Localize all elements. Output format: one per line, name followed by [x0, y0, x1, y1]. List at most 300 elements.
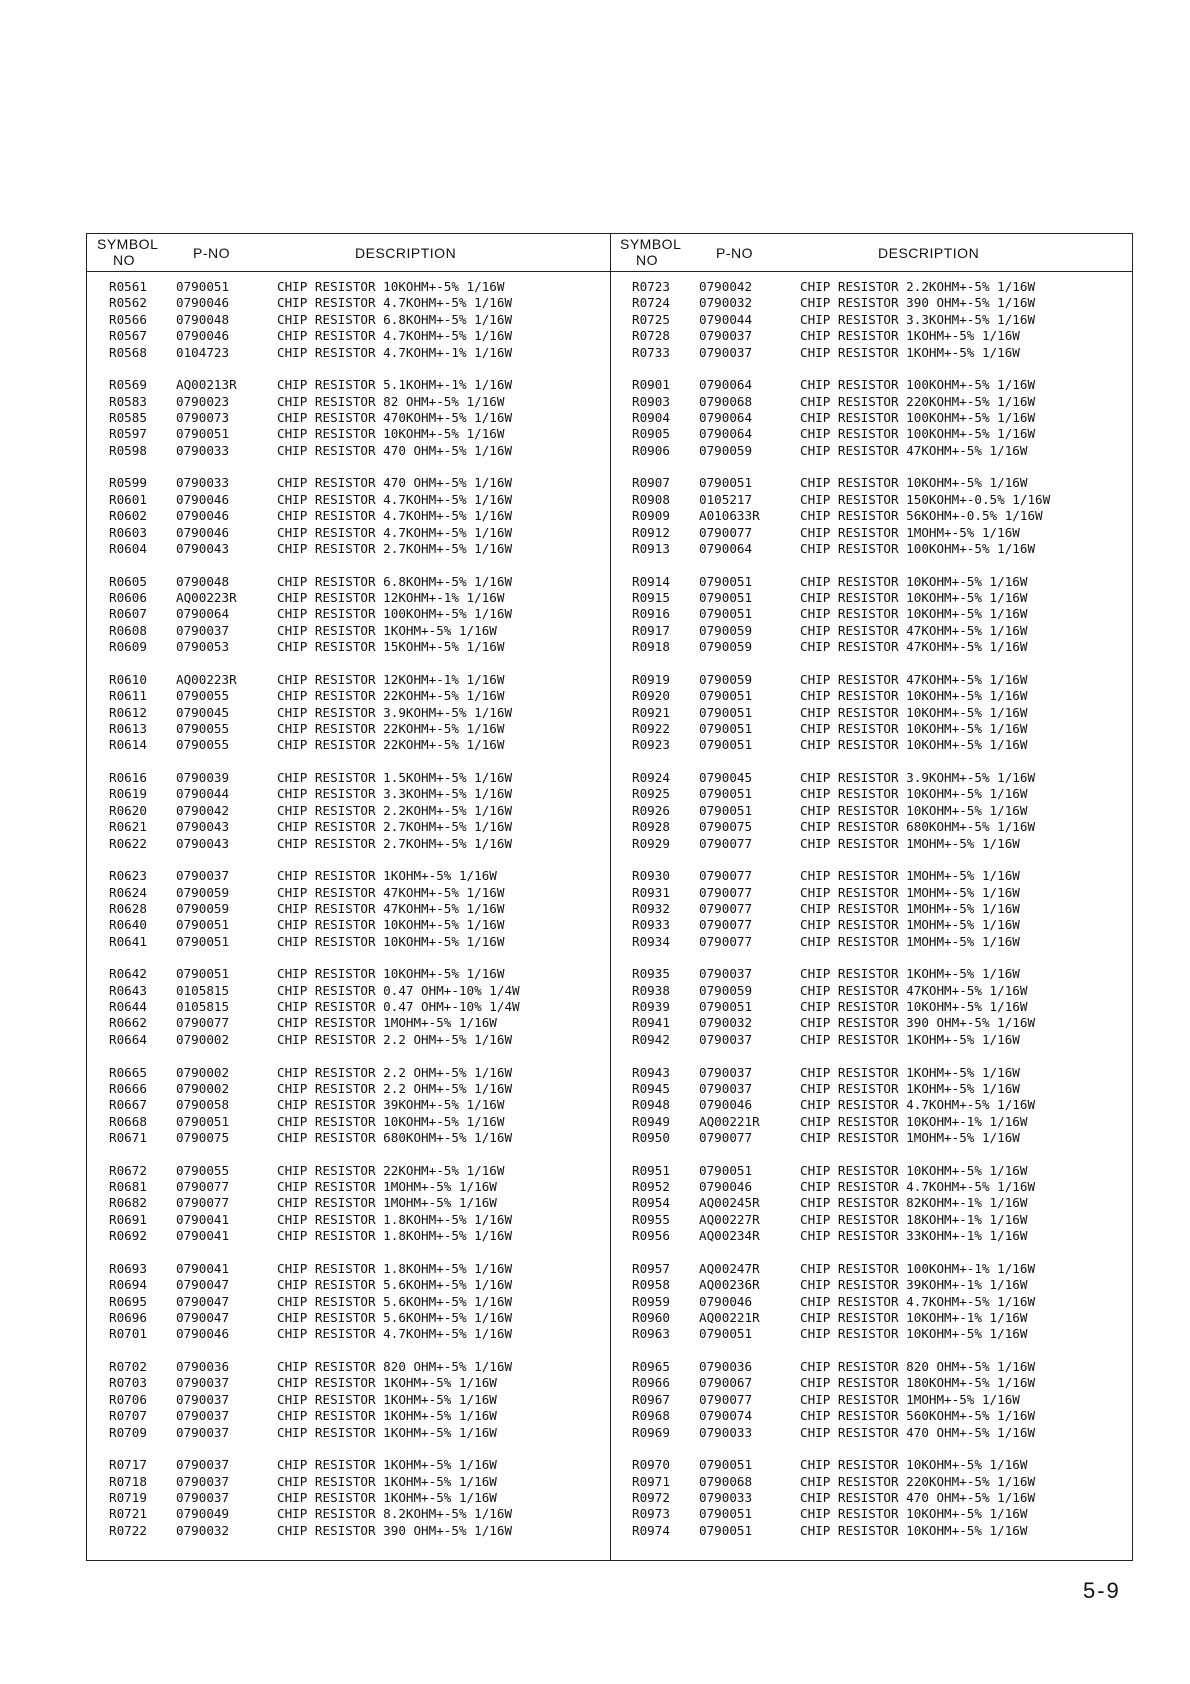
- description-cell: CHIP RESISTOR 100KOHM+-1% 1/16W: [800, 1260, 1036, 1276]
- description-cell: CHIP RESISTOR 2.2KOHM+-5% 1/16W: [800, 279, 1036, 294]
- row-group: [87, 475, 610, 573]
- row-group: [87, 966, 610, 1064]
- table-row: [87, 868, 610, 884]
- description-cell: CHIP RESISTOR 1KOHM+-5% 1/16W: [800, 966, 1020, 982]
- description-cell: CHIP RESISTOR 10KOHM+-5% 1/16W: [800, 606, 1028, 622]
- description-cell: CHIP RESISTOR 180KOHM+-5% 1/16W: [800, 1375, 1036, 1391]
- part-number-cell: 0790037: [699, 966, 753, 982]
- description-cell: CHIP RESISTOR 1.8KOHM+-5% 1/16W: [277, 1228, 513, 1244]
- symbol-cell: R0665: [109, 1064, 147, 1080]
- part-number-cell: AQ00236R: [699, 1277, 760, 1293]
- symbol-cell: R0719: [109, 1490, 147, 1506]
- symbol-cell: R0623: [109, 868, 147, 884]
- description-cell: CHIP RESISTOR 220KOHM+-5% 1/16W: [800, 393, 1036, 409]
- description-cell: CHIP RESISTOR 1KOHM+-5% 1/16W: [277, 1424, 497, 1440]
- part-number-cell: 0790037: [176, 1408, 230, 1424]
- part-number-cell: 0790036: [176, 1359, 230, 1375]
- table-row: [87, 999, 610, 1015]
- part-number-cell: AQ00221R: [699, 1113, 760, 1129]
- table-row: [87, 1294, 610, 1310]
- symbol-cell: R0939: [632, 999, 670, 1015]
- table-row: [87, 1114, 610, 1130]
- part-number-cell: 0790033: [176, 442, 230, 458]
- description-cell: CHIP RESISTOR 10KOHM+-5% 1/16W: [800, 1326, 1028, 1342]
- table-row: [87, 475, 610, 491]
- description-cell: CHIP RESISTOR 47KOHM+-5% 1/16W: [800, 622, 1028, 638]
- row-group: [87, 672, 610, 770]
- description-cell: CHIP RESISTOR 47KOHM+-5% 1/16W: [277, 900, 505, 916]
- symbol-cell: R0942: [632, 1031, 670, 1047]
- description-cell: CHIP RESISTOR 22KOHM+-5% 1/16W: [277, 720, 505, 736]
- part-number-cell: 0790051: [176, 279, 230, 294]
- table-row: [610, 737, 1133, 753]
- part-number-cell: AQ00213R: [176, 377, 237, 393]
- symbol-cell: R0606: [109, 589, 147, 605]
- part-number-cell: 0790041: [176, 1211, 230, 1227]
- table-row: [610, 1490, 1133, 1506]
- table-row: [610, 1359, 1133, 1375]
- row-group: [610, 966, 1133, 1064]
- symbol-cell: R0667: [109, 1097, 147, 1113]
- part-number-cell: 0790077: [699, 900, 753, 916]
- description-cell: CHIP RESISTOR 12KOHM+-1% 1/16W: [277, 589, 505, 605]
- symbol-cell: R0583: [109, 393, 147, 409]
- header-symbol-no: SYMBOL NO: [620, 236, 682, 268]
- description-cell: CHIP RESISTOR 10KOHM+-5% 1/16W: [277, 1113, 505, 1129]
- table-row: [87, 1326, 610, 1342]
- part-number-cell: 0790046: [176, 491, 230, 507]
- part-number-cell: 0790033: [699, 1490, 753, 1506]
- part-number-cell: 0790077: [699, 884, 753, 900]
- symbol-cell: R0601: [109, 491, 147, 507]
- symbol-cell: R0931: [632, 884, 670, 900]
- table-row: [610, 1425, 1133, 1441]
- table-row: [610, 705, 1133, 721]
- description-cell: CHIP RESISTOR 1MOHM+-5% 1/16W: [800, 1391, 1020, 1407]
- parts-list-table: [86, 233, 1133, 1561]
- description-cell: CHIP RESISTOR 820 OHM+-5% 1/16W: [800, 1359, 1036, 1375]
- part-number-cell: 0790051: [699, 1457, 753, 1473]
- table-row: [610, 672, 1133, 688]
- symbol-cell: R0668: [109, 1113, 147, 1129]
- part-number-cell: 0790058: [176, 1097, 230, 1113]
- table-row: [87, 1457, 610, 1473]
- table-row: [87, 1195, 610, 1211]
- symbol-cell: R0608: [109, 622, 147, 638]
- part-number-cell: 0790051: [699, 1522, 753, 1538]
- symbol-cell: R0640: [109, 917, 147, 933]
- part-number-cell: 0790047: [176, 1277, 230, 1293]
- table-row: [610, 426, 1133, 442]
- right-row-groups: [610, 279, 1133, 1555]
- row-group: [610, 1065, 1133, 1163]
- symbol-cell: R0917: [632, 622, 670, 638]
- symbol-cell: R0959: [632, 1293, 670, 1309]
- description-cell: CHIP RESISTOR 1KOHM+-5% 1/16W: [277, 1375, 497, 1391]
- symbol-cell: R0909: [632, 508, 670, 524]
- table-row: [87, 737, 610, 753]
- part-number-cell: 0790046: [699, 1179, 753, 1195]
- table-row: [87, 786, 610, 802]
- symbol-cell: R0933: [632, 917, 670, 933]
- symbol-cell: R0566: [109, 311, 147, 327]
- table-row: [610, 1130, 1133, 1146]
- description-cell: CHIP RESISTOR 560KOHM+-5% 1/16W: [800, 1408, 1036, 1424]
- symbol-cell: R0721: [109, 1506, 147, 1522]
- part-number-cell: 0790046: [176, 328, 230, 344]
- symbol-cell: R0569: [109, 377, 147, 393]
- row-group: [610, 868, 1133, 966]
- symbol-cell: R0913: [632, 540, 670, 556]
- table-row: [87, 574, 610, 590]
- part-number-cell: 0790037: [699, 1080, 753, 1096]
- part-number-cell: 0790051: [176, 933, 230, 949]
- description-cell: CHIP RESISTOR 4.7KOHM+-5% 1/16W: [277, 508, 513, 524]
- description-cell: CHIP RESISTOR 100KOHM+-5% 1/16W: [800, 377, 1036, 393]
- description-cell: CHIP RESISTOR 10KOHM+-5% 1/16W: [800, 1522, 1028, 1538]
- row-group: [87, 279, 610, 377]
- description-cell: CHIP RESISTOR 47KOHM+-5% 1/16W: [277, 884, 505, 900]
- header-p-no: P-NO: [716, 245, 753, 261]
- table-row: [87, 836, 610, 852]
- table-row: [610, 328, 1133, 344]
- table-row: [610, 1179, 1133, 1195]
- symbol-cell: R0604: [109, 540, 147, 556]
- table-row: [87, 1490, 610, 1506]
- table-row: [610, 1212, 1133, 1228]
- symbol-cell: R0642: [109, 966, 147, 982]
- table-row: [87, 1277, 610, 1293]
- description-cell: CHIP RESISTOR 3.9KOHM+-5% 1/16W: [800, 769, 1036, 785]
- table-row: [610, 475, 1133, 491]
- symbol-cell: R0692: [109, 1228, 147, 1244]
- symbol-cell: R0598: [109, 442, 147, 458]
- symbol-cell: R0612: [109, 704, 147, 720]
- description-cell: CHIP RESISTOR 100KOHM+-5% 1/16W: [277, 606, 513, 622]
- part-number-cell: 0790048: [176, 311, 230, 327]
- description-cell: CHIP RESISTOR 1MOHM+-5% 1/16W: [277, 1195, 497, 1211]
- part-number-cell: 0790037: [699, 1064, 753, 1080]
- symbol-cell: R0915: [632, 589, 670, 605]
- part-number-cell: 0790077: [699, 933, 753, 949]
- part-number-cell: 0790059: [699, 442, 753, 458]
- part-number-cell: AQ00227R: [699, 1211, 760, 1227]
- table-row: [87, 966, 610, 982]
- symbol-cell: R0922: [632, 720, 670, 736]
- symbol-cell: R0703: [109, 1375, 147, 1391]
- description-cell: CHIP RESISTOR 1MOHM+-5% 1/16W: [800, 933, 1020, 949]
- table-row: [87, 1097, 610, 1113]
- part-number-cell: A010633R: [699, 508, 760, 524]
- table-row: [610, 1065, 1133, 1081]
- part-number-cell: 0105815: [176, 999, 230, 1015]
- part-number-cell: 0790037: [699, 328, 753, 344]
- symbol-cell: R0681: [109, 1179, 147, 1195]
- part-number-cell: 0790059: [699, 671, 753, 687]
- table-row: [87, 426, 610, 442]
- table-row: [87, 688, 610, 704]
- description-cell: CHIP RESISTOR 1KOHM+-5% 1/16W: [277, 1391, 497, 1407]
- description-cell: CHIP RESISTOR 470 OHM+-5% 1/16W: [277, 442, 513, 458]
- symbol-cell: R0567: [109, 328, 147, 344]
- symbol-cell: R0610: [109, 671, 147, 687]
- table-row: [610, 1408, 1133, 1424]
- table-row: [610, 999, 1133, 1015]
- part-number-cell: 0790042: [176, 802, 230, 818]
- table-row: [610, 688, 1133, 704]
- symbol-cell: R0671: [109, 1130, 147, 1146]
- description-cell: CHIP RESISTOR 6.8KOHM+-5% 1/16W: [277, 311, 513, 327]
- symbol-cell: R0903: [632, 393, 670, 409]
- row-group: [87, 1163, 610, 1261]
- symbol-cell: R0562: [109, 295, 147, 311]
- part-number-cell: 0790048: [176, 573, 230, 589]
- table-row: [87, 328, 610, 344]
- description-cell: CHIP RESISTOR 390 OHM+-5% 1/16W: [800, 295, 1036, 311]
- description-cell: CHIP RESISTOR 1MOHM+-5% 1/16W: [800, 900, 1020, 916]
- part-number-cell: 0790032: [176, 1522, 230, 1538]
- table-row: [610, 443, 1133, 459]
- table-row: [87, 1212, 610, 1228]
- symbol-cell: R0919: [632, 671, 670, 687]
- table-row: [610, 492, 1133, 508]
- part-number-cell: 0790064: [699, 426, 753, 442]
- part-number-cell: 0104723: [176, 344, 230, 360]
- part-number-cell: 0790046: [176, 1326, 230, 1342]
- table-row: [610, 983, 1133, 999]
- table-row: [87, 1359, 610, 1375]
- part-number-cell: 0790046: [176, 524, 230, 540]
- description-cell: CHIP RESISTOR 4.7KOHM+-5% 1/16W: [277, 1326, 513, 1342]
- symbol-cell: R0935: [632, 966, 670, 982]
- part-number-cell: 0790023: [176, 393, 230, 409]
- part-number-cell: 0790037: [176, 1457, 230, 1473]
- symbol-cell: R0682: [109, 1195, 147, 1211]
- part-number-cell: 0790064: [176, 606, 230, 622]
- description-cell: CHIP RESISTOR 1KOHM+-5% 1/16W: [277, 1457, 497, 1473]
- table-row: [610, 410, 1133, 426]
- part-number-cell: 0790046: [176, 295, 230, 311]
- symbol-cell: R0706: [109, 1391, 147, 1407]
- description-cell: CHIP RESISTOR 4.7KOHM+-5% 1/16W: [277, 295, 513, 311]
- symbol-cell: R0664: [109, 1031, 147, 1047]
- part-number-cell: 0790002: [176, 1031, 230, 1047]
- table-row: [610, 590, 1133, 606]
- part-number-cell: 0790077: [699, 1130, 753, 1146]
- symbol-cell: R0967: [632, 1391, 670, 1407]
- table-row: [87, 672, 610, 688]
- row-group: [87, 770, 610, 868]
- table-row: [87, 279, 610, 295]
- description-cell: CHIP RESISTOR 10KOHM+-5% 1/16W: [277, 917, 505, 933]
- description-cell: CHIP RESISTOR 10KOHM+-5% 1/16W: [800, 720, 1028, 736]
- description-cell: CHIP RESISTOR 1KOHM+-5% 1/16W: [277, 1408, 497, 1424]
- table-row: [87, 1392, 610, 1408]
- symbol-cell: R0624: [109, 884, 147, 900]
- description-cell: CHIP RESISTOR 820 OHM+-5% 1/16W: [277, 1359, 513, 1375]
- table-row: [87, 803, 610, 819]
- symbol-cell: R0929: [632, 835, 670, 851]
- symbol-cell: R0620: [109, 802, 147, 818]
- table-row: [610, 1097, 1133, 1113]
- table-row: [610, 1375, 1133, 1391]
- table-row: [610, 606, 1133, 622]
- symbol-cell: R0952: [632, 1179, 670, 1195]
- part-number-cell: 0790055: [176, 737, 230, 753]
- description-cell: CHIP RESISTOR 470 OHM+-5% 1/16W: [800, 1490, 1036, 1506]
- table-row: [87, 1015, 610, 1031]
- description-cell: CHIP RESISTOR 2.2KOHM+-5% 1/16W: [277, 802, 513, 818]
- description-cell: CHIP RESISTOR 1KOHM+-5% 1/16W: [800, 1031, 1020, 1047]
- table-row: [87, 590, 610, 606]
- description-cell: CHIP RESISTOR 10KOHM+-5% 1/16W: [800, 786, 1028, 802]
- header-symbol-no: SYMBOL NO: [97, 236, 159, 268]
- symbol-cell: R0974: [632, 1522, 670, 1538]
- table-row: [610, 1326, 1133, 1342]
- part-number-cell: 0790068: [699, 393, 753, 409]
- description-cell: CHIP RESISTOR 0.47 OHM+-10% 1/4W: [277, 982, 520, 998]
- symbol-cell: R0662: [109, 1015, 147, 1031]
- part-number-cell: 0790075: [699, 819, 753, 835]
- table-row: [87, 606, 610, 622]
- description-cell: CHIP RESISTOR 100KOHM+-5% 1/16W: [800, 540, 1036, 556]
- part-number-cell: 0790055: [176, 1162, 230, 1178]
- row-group: [87, 1457, 610, 1555]
- table-row: [87, 1523, 610, 1539]
- table-row: [87, 623, 610, 639]
- description-cell: CHIP RESISTOR 10KOHM+-5% 1/16W: [800, 802, 1028, 818]
- symbol-cell: R0724: [632, 295, 670, 311]
- symbol-cell: R0969: [632, 1424, 670, 1440]
- description-cell: CHIP RESISTOR 2.2 OHM+-5% 1/16W: [277, 1031, 513, 1047]
- table-row: [610, 1114, 1133, 1130]
- symbol-cell: R0718: [109, 1473, 147, 1489]
- table-row: [610, 1474, 1133, 1490]
- table-row: [610, 901, 1133, 917]
- description-cell: CHIP RESISTOR 1MOHM+-5% 1/16W: [800, 524, 1020, 540]
- part-number-cell: 0790077: [699, 524, 753, 540]
- part-number-cell: 0790074: [699, 1408, 753, 1424]
- part-number-cell: 0790059: [176, 884, 230, 900]
- symbol-cell: R0908: [632, 491, 670, 507]
- symbol-cell: R0956: [632, 1228, 670, 1244]
- symbol-cell: R0599: [109, 475, 147, 491]
- symbol-cell: R0694: [109, 1277, 147, 1293]
- part-number-cell: 0790059: [699, 639, 753, 655]
- part-number-cell: 0790002: [176, 1080, 230, 1096]
- table-row: [610, 836, 1133, 852]
- description-cell: CHIP RESISTOR 2.7KOHM+-5% 1/16W: [277, 835, 513, 851]
- part-number-cell: 0790046: [699, 1097, 753, 1113]
- table-row: [610, 885, 1133, 901]
- description-cell: CHIP RESISTOR 39KOHM+-1% 1/16W: [800, 1277, 1028, 1293]
- symbol-cell: R0904: [632, 409, 670, 425]
- table-row: [610, 1032, 1133, 1048]
- part-number-cell: 0790064: [699, 409, 753, 425]
- table-row: [87, 934, 610, 950]
- row-group: [610, 475, 1133, 573]
- row-group: [610, 1261, 1133, 1359]
- symbol-cell: R0960: [632, 1310, 670, 1326]
- row-group: [610, 672, 1133, 770]
- part-number-cell: 0790067: [699, 1375, 753, 1391]
- description-cell: CHIP RESISTOR 18KOHM+-1% 1/16W: [800, 1211, 1028, 1227]
- symbol-cell: R0609: [109, 639, 147, 655]
- table-row: [87, 1032, 610, 1048]
- table-row: [87, 1506, 610, 1522]
- description-cell: CHIP RESISTOR 150KOHM+-0.5% 1/16W: [800, 491, 1051, 507]
- description-cell: CHIP RESISTOR 470 OHM+-5% 1/16W: [800, 1424, 1036, 1440]
- description-cell: CHIP RESISTOR 10KOHM+-5% 1/16W: [277, 426, 505, 442]
- part-number-cell: 0790077: [176, 1195, 230, 1211]
- header-p-no: P-NO: [193, 245, 230, 261]
- row-group: [87, 1065, 610, 1163]
- part-number-cell: 0790037: [176, 622, 230, 638]
- table-row: [610, 1310, 1133, 1326]
- part-number-cell: 0790051: [699, 1326, 753, 1342]
- symbol-cell: R0666: [109, 1080, 147, 1096]
- symbol-cell: R0695: [109, 1293, 147, 1309]
- parts-column-right: [610, 234, 1133, 1560]
- symbol-cell: R0561: [109, 279, 147, 294]
- description-cell: CHIP RESISTOR 2.2 OHM+-5% 1/16W: [277, 1080, 513, 1096]
- symbol-cell: R0723: [632, 279, 670, 294]
- description-cell: CHIP RESISTOR 10KOHM+-5% 1/16W: [800, 589, 1028, 605]
- description-cell: CHIP RESISTOR 5.6KOHM+-5% 1/16W: [277, 1293, 513, 1309]
- part-number-cell: 0790077: [176, 1015, 230, 1031]
- symbol-cell: R0963: [632, 1326, 670, 1342]
- description-cell: CHIP RESISTOR 39KOHM+-5% 1/16W: [277, 1097, 505, 1113]
- table-row: [87, 705, 610, 721]
- part-number-cell: 0790059: [699, 622, 753, 638]
- description-cell: CHIP RESISTOR 4.7KOHM+-5% 1/16W: [800, 1097, 1036, 1113]
- description-cell: CHIP RESISTOR 1MOHM+-5% 1/16W: [800, 835, 1020, 851]
- symbol-cell: R0707: [109, 1408, 147, 1424]
- part-number-cell: 0790064: [699, 540, 753, 556]
- symbol-cell: R0932: [632, 900, 670, 916]
- description-cell: CHIP RESISTOR 3.3KOHM+-5% 1/16W: [800, 311, 1036, 327]
- row-group: [87, 1261, 610, 1359]
- part-number-cell: 0790042: [699, 279, 753, 294]
- part-number-cell: 0790044: [176, 786, 230, 802]
- table-row: [87, 410, 610, 426]
- description-cell: CHIP RESISTOR 22KOHM+-5% 1/16W: [277, 737, 505, 753]
- part-number-cell: AQ00245R: [699, 1195, 760, 1211]
- table-row: [610, 934, 1133, 950]
- table-row: [87, 443, 610, 459]
- row-group: [610, 1359, 1133, 1457]
- description-cell: CHIP RESISTOR 82KOHM+-1% 1/16W: [800, 1195, 1028, 1211]
- left-row-groups: [87, 279, 610, 1555]
- part-number-cell: AQ00221R: [699, 1310, 760, 1326]
- description-cell: CHIP RESISTOR 1KOHM+-5% 1/16W: [277, 622, 497, 638]
- description-cell: CHIP RESISTOR 10KOHM+-1% 1/16W: [800, 1113, 1028, 1129]
- symbol-cell: R0733: [632, 344, 670, 360]
- part-number-cell: 0790051: [699, 720, 753, 736]
- symbol-cell: R0644: [109, 999, 147, 1015]
- symbol-cell: R0925: [632, 786, 670, 802]
- symbol-cell: R0945: [632, 1080, 670, 1096]
- part-number-cell: 0790044: [699, 311, 753, 327]
- symbol-cell: R0928: [632, 819, 670, 835]
- description-cell: CHIP RESISTOR 10KOHM+-5% 1/16W: [800, 573, 1028, 589]
- symbol-cell: R0619: [109, 786, 147, 802]
- symbol-cell: R0907: [632, 475, 670, 491]
- table-row: [87, 1163, 610, 1179]
- symbol-cell: R0672: [109, 1162, 147, 1178]
- part-number-cell: 0790068: [699, 1473, 753, 1489]
- table-row: [610, 966, 1133, 982]
